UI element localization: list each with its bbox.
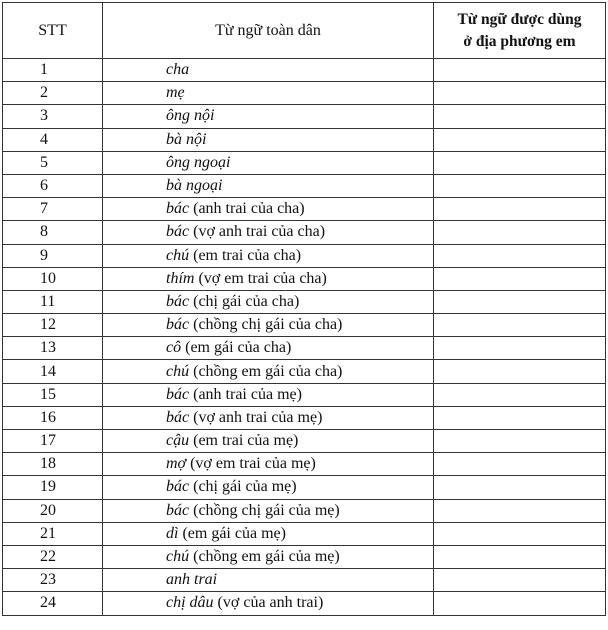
local-word-cell[interactable] [434,406,606,429]
local-word-cell[interactable] [434,244,606,267]
standard-word-cell [103,105,434,128]
row-number: 9 [3,244,103,267]
standard-word-term: mợ [166,455,187,473]
local-word-cell[interactable] [434,82,606,105]
local-word-cell[interactable] [434,499,606,522]
standard-word-term: bác [166,223,190,241]
standard-word-cell [103,244,434,267]
standard-word-note: (chồng chị gái của cha) [189,316,343,334]
table-row [3,453,606,476]
table-row [3,383,606,406]
standard-word-term: chú [166,246,190,264]
row-number: 18 [3,453,103,476]
standard-word-note: (em trai của cha) [189,246,302,264]
row-number: 12 [3,314,103,337]
local-word-cell[interactable] [434,545,606,568]
standard-word-term: bác [166,200,190,218]
local-word-cell[interactable] [434,337,606,360]
local-word-cell[interactable] [434,267,606,290]
standard-word-cell [103,337,434,360]
local-word-cell[interactable] [434,290,606,313]
row-number: 11 [3,290,103,313]
table-row [3,105,606,128]
row-number: 5 [3,151,103,174]
local-word-cell[interactable] [434,383,606,406]
row-number: 23 [3,569,103,592]
table-row [3,592,606,615]
local-word-cell[interactable] [434,59,606,82]
table-row [3,545,606,568]
standard-word-note: (vợ em trai của mẹ) [186,455,316,473]
standard-word-term: chú [166,548,190,566]
local-word-cell[interactable] [434,128,606,151]
standard-word-cell [103,198,434,221]
standard-word-cell [103,453,434,476]
local-word-cell[interactable] [434,592,606,615]
standard-word-cell [103,174,434,197]
standard-word-term: bác [166,501,190,519]
standard-word-term: cha [166,61,190,79]
table-row [3,267,606,290]
standard-word-note: (vợ em trai của cha) [194,269,327,287]
table-row [3,522,606,545]
standard-word-cell [103,267,434,290]
local-word-cell[interactable] [434,221,606,244]
row-number: 10 [3,267,103,290]
standard-word-term: mẹ [166,84,185,102]
standard-word-note: (chị gái của mẹ) [189,478,297,496]
standard-word-note: (vợ anh trai của mẹ) [189,408,323,426]
header-standard-word: Từ ngữ toàn dân [103,3,434,59]
standard-word-term: bà ngoại [166,177,223,195]
standard-word-cell [103,499,434,522]
standard-word-term: chị dâu [166,594,214,612]
standard-word-note: (vợ của anh trai) [213,594,324,612]
standard-word-term: cậu [166,432,190,450]
table-row [3,244,606,267]
local-word-cell[interactable] [434,198,606,221]
local-word-cell[interactable] [434,476,606,499]
table-row [3,290,606,313]
standard-word-term: bác [166,316,190,334]
standard-word-term: cô [166,339,182,357]
local-word-cell[interactable] [434,430,606,453]
local-word-cell[interactable] [434,569,606,592]
row-number: 6 [3,174,103,197]
standard-word-note: (anh trai của mẹ) [189,385,302,403]
row-number: 4 [3,128,103,151]
table-row [3,360,606,383]
table-row [3,337,606,360]
standard-word-term: thím [166,269,195,287]
table-row [3,174,606,197]
local-word-cell[interactable] [434,314,606,337]
standard-word-note: (chồng em gái của mẹ) [189,548,340,566]
row-number: 21 [3,522,103,545]
vocabulary-table [2,2,606,616]
row-number: 24 [3,592,103,615]
row-number: 8 [3,221,103,244]
standard-word-term: ông nội [166,107,215,125]
table-row [3,151,606,174]
standard-word-term: anh trai [166,571,218,589]
row-number: 14 [3,360,103,383]
row-number: 1 [3,59,103,82]
standard-word-note: (em gái của mẹ) [178,524,286,542]
table-row [3,406,606,429]
standard-word-term: bác [166,292,190,310]
table-row [3,198,606,221]
standard-word-term: bà nội [166,130,207,148]
header-row [3,3,606,59]
row-number: 7 [3,198,103,221]
row-number: 13 [3,337,103,360]
table-row [3,430,606,453]
standard-word-term: chú [166,362,190,380]
standard-word-term: ông ngoại [166,153,231,171]
standard-word-cell [103,221,434,244]
header-local-word [434,3,606,59]
row-number: 20 [3,499,103,522]
row-number: 16 [3,406,103,429]
row-number: 19 [3,476,103,499]
standard-word-cell [103,290,434,313]
table-row [3,569,606,592]
row-number: 15 [3,383,103,406]
standard-word-cell [103,82,434,105]
header-stt: STT [3,3,103,59]
standard-word-cell [103,522,434,545]
standard-word-note: (anh trai của cha) [189,200,305,218]
standard-word-cell [103,406,434,429]
standard-word-term: bác [166,408,190,426]
header-local-word-line1: Từ ngữ được dùng [457,10,582,28]
standard-word-note: (vợ anh trai của cha) [189,223,326,241]
standard-word-note: (chồng chị gái của mẹ) [189,501,340,519]
standard-word-term: dì [166,524,179,542]
standard-word-cell [103,383,434,406]
local-word-cell[interactable] [434,360,606,383]
local-word-cell[interactable] [434,105,606,128]
standard-word-cell [103,592,434,615]
local-word-cell[interactable] [434,522,606,545]
standard-word-cell [103,430,434,453]
table-row [3,221,606,244]
standard-word-note: (em gái của cha) [181,339,292,357]
standard-word-term: bác [166,385,190,403]
row-number: 22 [3,545,103,568]
header-local-word-line2: ở địa phương em [463,32,576,50]
table-row [3,128,606,151]
table-row [3,314,606,337]
standard-word-cell [103,151,434,174]
standard-word-cell [103,314,434,337]
local-word-cell[interactable] [434,453,606,476]
standard-word-cell [103,360,434,383]
row-number: 3 [3,105,103,128]
table-row [3,82,606,105]
table-row [3,499,606,522]
standard-word-cell [103,128,434,151]
standard-word-cell [103,59,434,82]
standard-word-term: bác [166,478,190,496]
table-row [3,476,606,499]
standard-word-note: (chị gái của cha) [189,292,300,310]
standard-word-cell [103,545,434,568]
local-word-cell[interactable] [434,174,606,197]
standard-word-cell [103,476,434,499]
standard-word-note: (em trai của mẹ) [189,432,299,450]
local-word-cell[interactable] [434,151,606,174]
standard-word-cell [103,569,434,592]
table-row [3,59,606,82]
row-number: 2 [3,82,103,105]
row-number: 17 [3,430,103,453]
standard-word-note: (chồng em gái của cha) [189,362,343,380]
